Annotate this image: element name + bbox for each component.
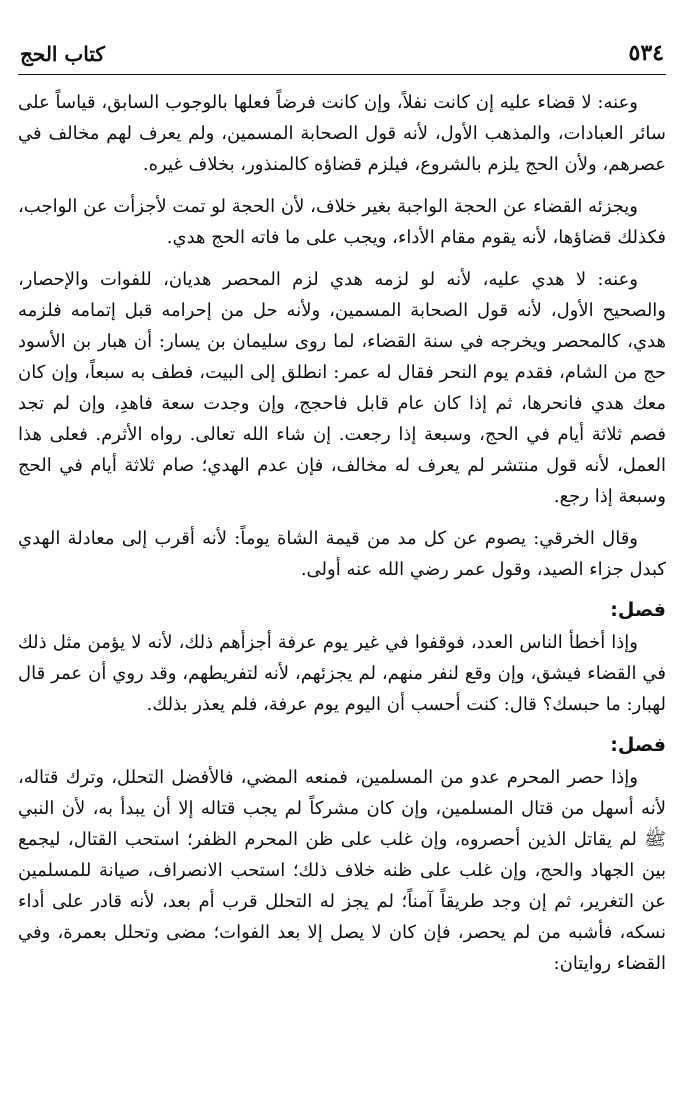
paragraph: وإذا أخطأ الناس العدد، فوقفوا في غير يوم عرفة أجزأهم ذلك، لأنه لا يؤمن مثل ذلك في القضاء فيشق، وإن وقع لنفر منهم، لم يجزئهم، لأنه لتفريطهم، وقد روي أن عمر قال لهبار: ما حبسك؟ قال: كنت أحسب أن اليوم يوم عرفة، فلم يعذر بذلك.	[18, 632, 666, 715]
paragraph: وقال الخرقي: يصوم عن كل مد من قيمة الشاة يوماً: لأنه أقرب إلى معادلة الهدي كبدل جزاء الصيد، وقول عمر رضي الله عنه أولى.	[18, 528, 666, 580]
section-heading: فصل:	[610, 734, 666, 756]
paragraph: وعنه: لا هدي عليه، لأنه لو لزمه هدي لزم المحصر هديان، للفوات والإحصار، والصحيح الأول، لأنه قول الصحابة المسمين، ولأنه حل من إحرامه قبل إتمامه فلزمه هدي، كالمحصر ويخرجه في سنة القضاء، لما روى سليمان بن يسار: أن هبار بن الأسود حج من الشام، فقدم يوم النحر فقال له عمر: انطلق إلى البيت، فطف به سبعاً، وإن كان معك هدي فانحرها، ثم إذا كان عام قابل فاحجج، وإن وجدت سعة فاهدِ، وإن لم تجد فصم ثلاثة أيام في الحج، وسبعة إذا رجعت. إن شاء الله تعالى. رواه الأثرم. فعلى هذا العمل، لأنه قول منتشر لم يعرف له مخالف، فإن عدم الهدي؛ صام ثلاثة أيام في الحج وسبعة إذا رجع.	[18, 269, 666, 507]
paragraph: وإذا حصر المحرم عدو من المسلمين، فمنعه المضي، فالأفضل التحلل، وترك قتاله، لأنه أسهل من قتال المسلمين، وإن كان مشركاً لم يجب قتاله إلا أن يبدأ به، لأن النبي ﷺ لم يقاتل الذين أحصروه، وإن غلب على ظن المحرم الظفر؛ استحب القتال، ليجمع بين الجهاد والحج، وإن غلب على ظنه خلاف ذلك؛ استحب الانصراف، صيانة للمسلمين عن التغرير، ثم إن وجد طريقاً آمناً؛ لم يجز له التحلل قرب أم بعد، لأنه قادر على أداء نسكه، فأشبه من لم يحصر، فإن كان لا يصل إلا بعد الفوات؛ مضى وتحلل بعمرة، وفي القضاء روايتان:	[18, 767, 666, 974]
paragraph: وعنه: لا قضاء عليه إن كانت نفلاً، وإن كانت فرضاً فعلها بالوجوب السابق، قياساً على سائر العبادات، والمذهب الأول، لأنه قول الصحابة المسمين، ولم يعرف لهم مخالف في عصرهم، ولأن الحج يلزم بالشروع، فيلزم قضاؤه كالمنذور، بخلاف غيره.	[18, 92, 666, 175]
paragraph: ويجزئه القضاء عن الحجة الواجبة بغير خلاف، لأن الحجة لو تمت لأجزأت عن الواجب، فكذلك قضاؤها، لأنه يقوم مقام الأداء، ويجب على ما فاته الحج هدي.	[18, 196, 666, 248]
section-heading: فصل:	[610, 599, 666, 621]
page-number: ٥٣٤	[628, 40, 664, 66]
book-title: كتاب الحج	[20, 42, 105, 66]
page-header	[18, 40, 666, 75]
page-body	[18, 75, 666, 979]
